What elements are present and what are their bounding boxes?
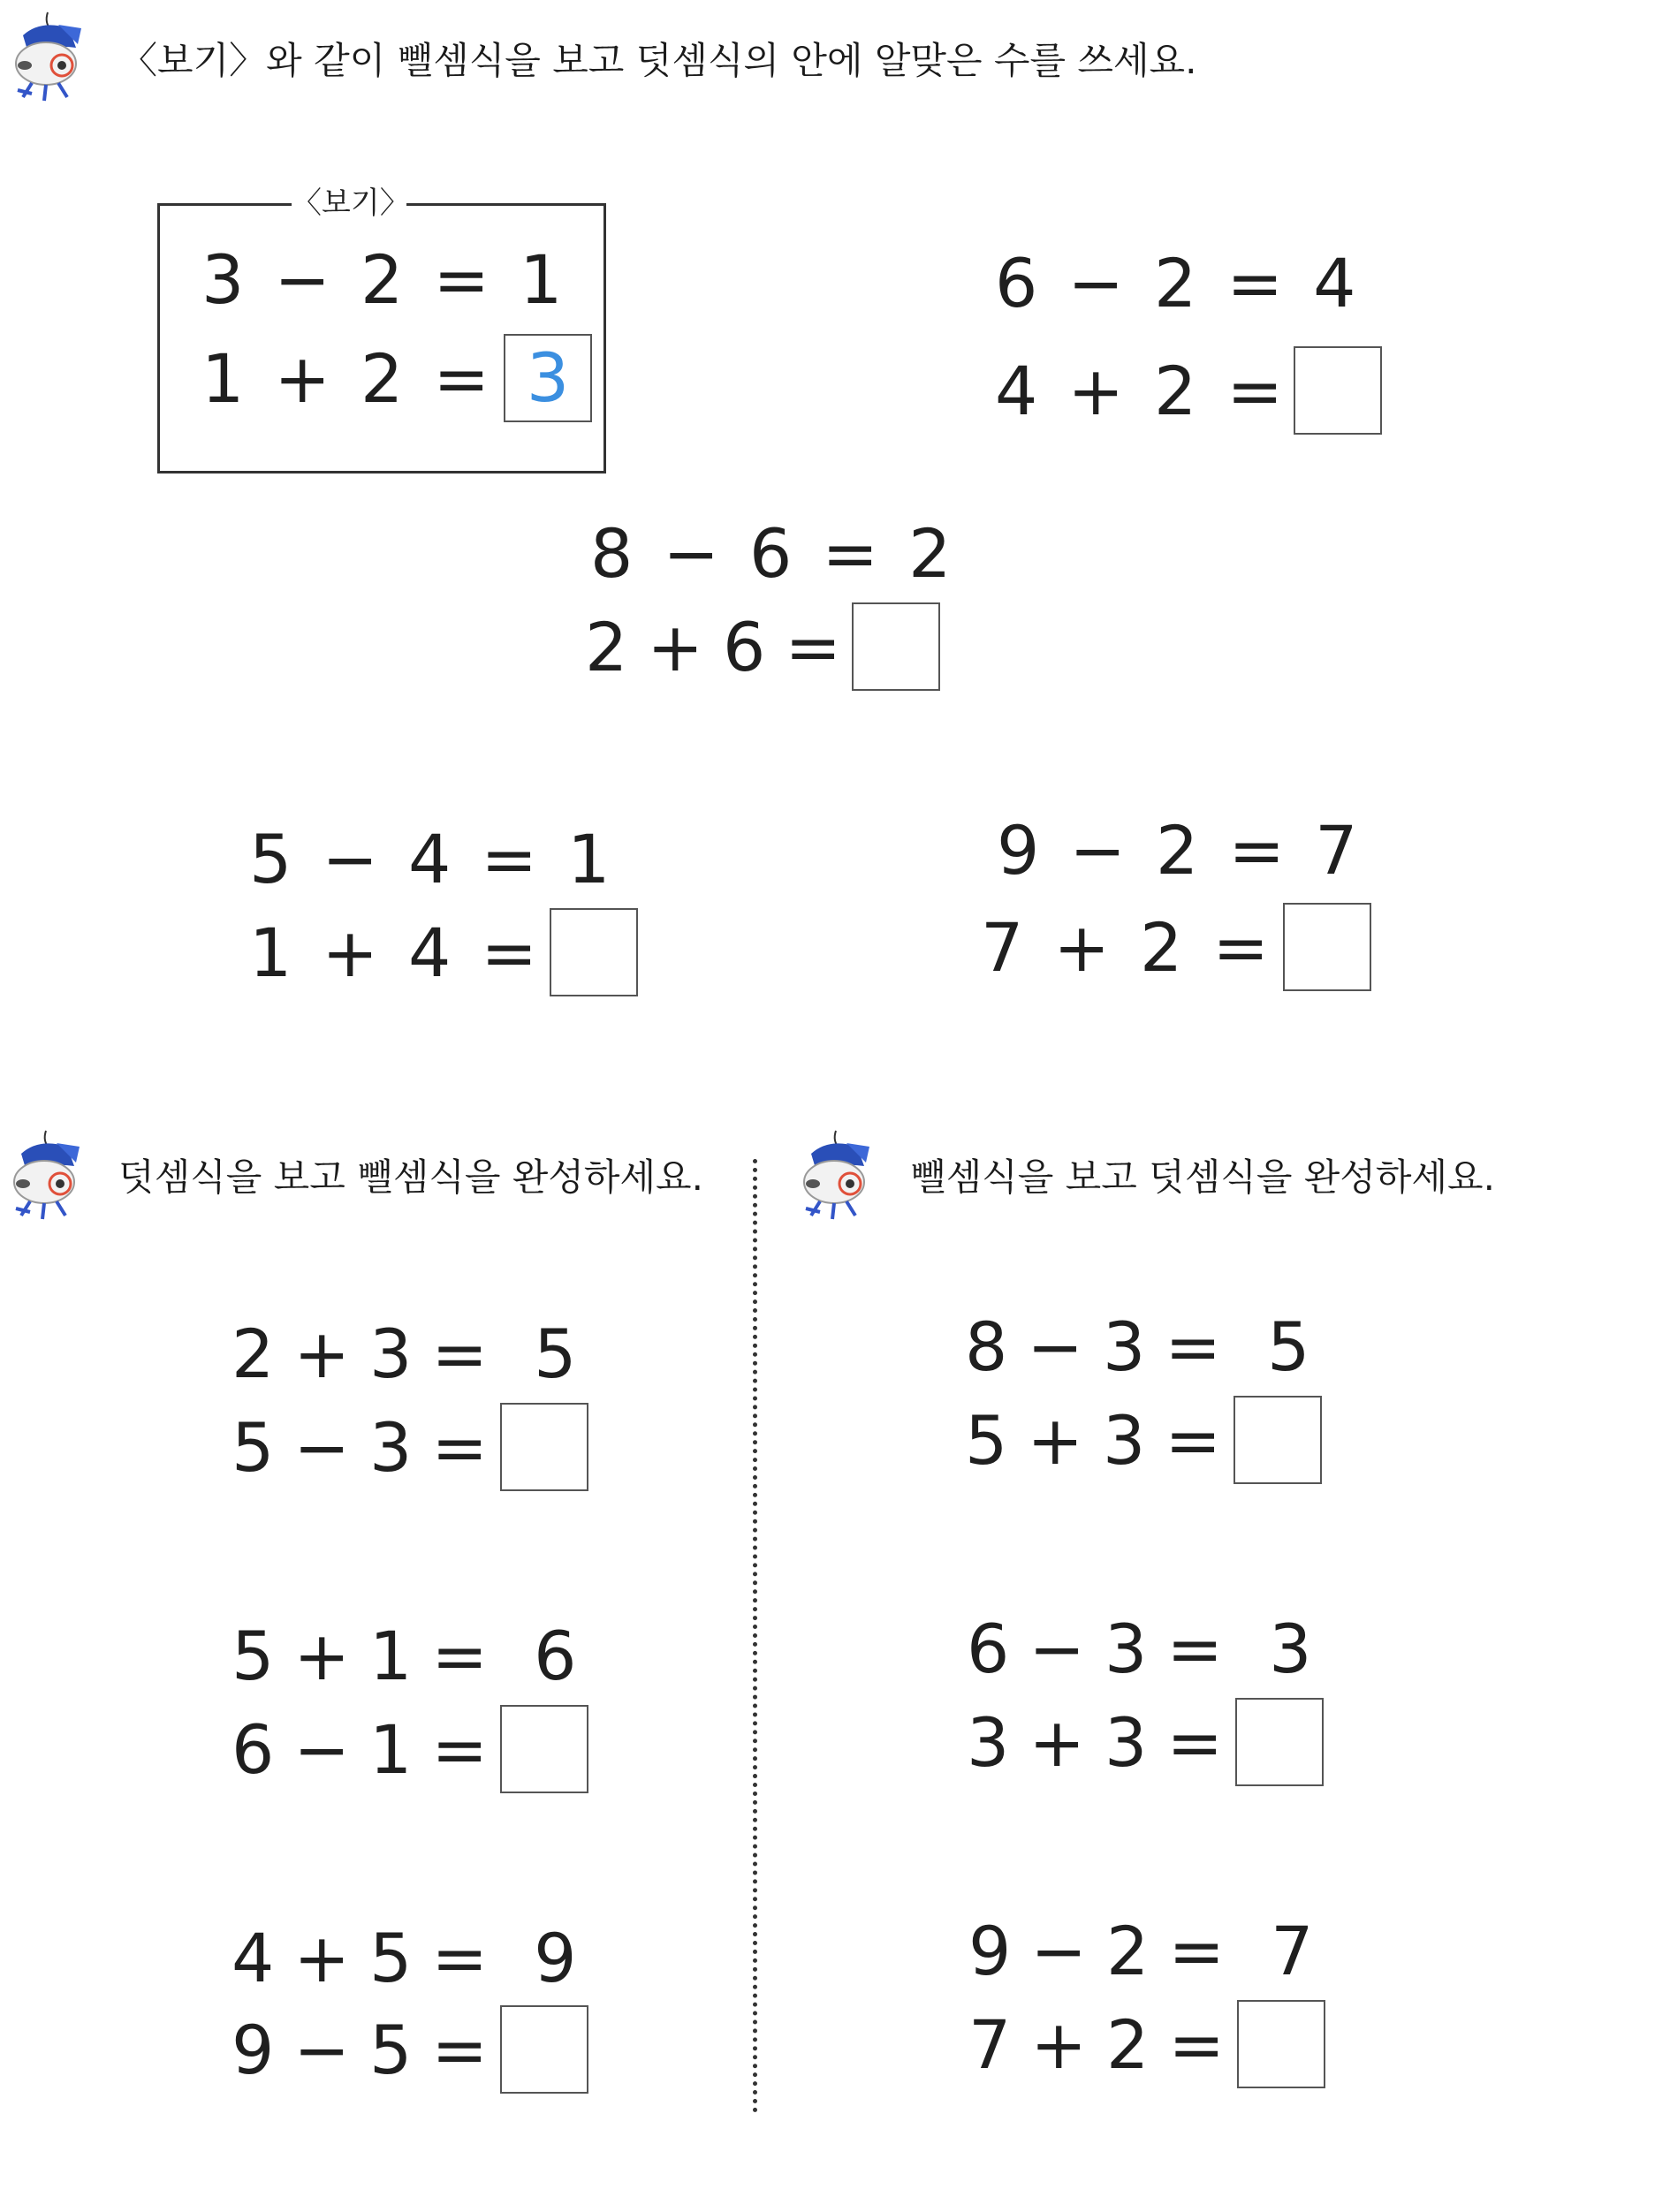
- num: 5: [232, 1407, 275, 1487]
- num: 2: [361, 240, 404, 319]
- eq-sign: =: [1168, 2004, 1226, 2084]
- op: −: [1029, 1610, 1086, 1688]
- num: 4: [995, 351, 1038, 430]
- s1-p2-line2: [585, 602, 940, 691]
- num: 6: [995, 244, 1038, 322]
- num: 3: [1104, 1610, 1148, 1688]
- eq-sign: =: [431, 1919, 489, 1997]
- s1-p2-line1: [590, 514, 951, 593]
- answer-box[interactable]: [1294, 346, 1382, 435]
- eq-sign: =: [431, 1709, 489, 1789]
- op: +: [322, 913, 379, 992]
- ant-mascot-icon: [4, 1127, 92, 1224]
- answer-box[interactable]: [500, 2005, 588, 2094]
- s1-p1-line2: [995, 346, 1382, 435]
- op: −: [293, 2010, 351, 2089]
- eq-sign: =: [431, 2010, 489, 2089]
- num: 4: [408, 820, 452, 898]
- op: −: [293, 1709, 351, 1789]
- num: 8: [965, 1307, 1008, 1386]
- eq-sign: =: [431, 1407, 489, 1487]
- s1-p4-line1: [997, 811, 1357, 890]
- result: 2: [908, 514, 952, 593]
- answer-box[interactable]: [500, 1403, 588, 1491]
- eq-sign: =: [433, 338, 490, 418]
- num: 7: [981, 907, 1024, 987]
- num: 6: [749, 514, 793, 593]
- num: 3: [201, 240, 245, 319]
- result: 1: [520, 240, 563, 319]
- num: 2: [1156, 811, 1199, 890]
- result: 6: [534, 1617, 577, 1695]
- eq-sign: =: [1226, 244, 1284, 322]
- eq-sign: =: [1165, 1400, 1222, 1480]
- num: 5: [249, 820, 292, 898]
- example-line2: [201, 334, 592, 422]
- result: 3: [1269, 1610, 1312, 1688]
- s2l-p1-line2: [232, 1403, 588, 1491]
- op: +: [1029, 1702, 1086, 1782]
- op: +: [1030, 2004, 1088, 2084]
- op: −: [1067, 244, 1125, 322]
- eq-sign: =: [433, 240, 490, 319]
- op: −: [1069, 811, 1127, 890]
- num: 2: [1106, 2004, 1150, 2084]
- num: 2: [585, 607, 628, 686]
- answer-box[interactable]: [852, 602, 940, 691]
- num: 2: [1140, 907, 1183, 987]
- num: 5: [232, 1617, 275, 1695]
- eq-sign: =: [1226, 351, 1284, 430]
- num: 6: [967, 1610, 1010, 1688]
- result: 7: [1315, 811, 1358, 890]
- num: 7: [968, 2004, 1012, 2084]
- answer-box[interactable]: [1234, 1396, 1322, 1484]
- s2l-p3-line1: [232, 1919, 576, 1997]
- num: 2: [361, 338, 404, 418]
- op: −: [663, 514, 720, 593]
- num: 3: [369, 1314, 413, 1393]
- num: 5: [965, 1400, 1008, 1480]
- result: 9: [534, 1919, 577, 1997]
- s2l-p3-line2: [232, 2005, 588, 2094]
- eq-sign: =: [785, 607, 842, 686]
- answer-box[interactable]: [1235, 1698, 1324, 1786]
- s2r-p2-line2: [967, 1698, 1324, 1786]
- s2l-p1-line1: [232, 1314, 576, 1393]
- eq-sign: =: [431, 1314, 489, 1393]
- eq-sign: =: [431, 1617, 489, 1695]
- answer-box[interactable]: [1283, 903, 1371, 991]
- num: 3: [1103, 1400, 1146, 1480]
- num: 6: [723, 607, 766, 686]
- op: +: [647, 607, 704, 686]
- eq-sign: =: [481, 820, 538, 898]
- op: −: [1027, 1307, 1084, 1386]
- op: +: [293, 1314, 351, 1393]
- num: 5: [369, 2010, 413, 2089]
- op: −: [274, 240, 331, 319]
- num: 9: [968, 1912, 1012, 1990]
- op: +: [1067, 351, 1125, 430]
- s2r-p3-line2: [968, 2000, 1325, 2088]
- right-instruction: 뺄셈식을 보고 덧셈식을 완성하세요.: [910, 1155, 1495, 1199]
- num: 9: [232, 2010, 275, 2089]
- op: +: [293, 1617, 351, 1695]
- eq-sign: =: [481, 913, 538, 992]
- example-answer-box: 3: [504, 334, 592, 422]
- s1-p1-line1: [995, 244, 1355, 322]
- result: 4: [1313, 244, 1356, 322]
- op: +: [1053, 907, 1111, 987]
- op: −: [322, 820, 379, 898]
- op: +: [274, 338, 331, 418]
- eq-sign: =: [1165, 1307, 1222, 1386]
- result: 5: [534, 1314, 577, 1393]
- result: 7: [1271, 1912, 1314, 1990]
- op: +: [1027, 1400, 1084, 1480]
- num: 2: [1106, 1912, 1150, 1990]
- s2l-p2-line1: [232, 1617, 576, 1695]
- num: 2: [232, 1314, 275, 1393]
- result: 5: [1267, 1307, 1310, 1386]
- op: +: [293, 1919, 351, 1997]
- num: 3: [369, 1407, 413, 1487]
- ant-mascot-icon: [5, 9, 94, 106]
- op: −: [293, 1407, 351, 1487]
- s1-p3-line1: [249, 820, 610, 898]
- s2r-p1-line2: [965, 1396, 1322, 1484]
- num: 9: [997, 811, 1040, 890]
- num: 3: [1103, 1307, 1146, 1386]
- num: 3: [1104, 1702, 1148, 1782]
- result: 1: [567, 820, 611, 898]
- answer-box[interactable]: [500, 1705, 588, 1793]
- num: 3: [967, 1702, 1010, 1782]
- num: 8: [590, 514, 634, 593]
- op: −: [1030, 1912, 1088, 1990]
- ant-mascot-icon: [793, 1127, 882, 1224]
- eq-sign: =: [1166, 1610, 1224, 1688]
- num: 4: [408, 913, 452, 992]
- num: 2: [1154, 351, 1197, 430]
- num: 1: [369, 1709, 413, 1789]
- num: 4: [232, 1919, 275, 1997]
- s2l-p2-line2: [232, 1705, 588, 1793]
- num: 6: [232, 1709, 275, 1789]
- left-instruction: 덧셈식을 보고 뺄셈식을 완성하세요.: [118, 1155, 703, 1199]
- example-label: 〈보기〉: [292, 186, 410, 221]
- s2r-p3-line1: [968, 1912, 1313, 1990]
- s2r-p2-line1: [967, 1610, 1311, 1688]
- answer-box[interactable]: [1237, 2000, 1325, 2088]
- eq-sign: =: [822, 514, 879, 593]
- top-instruction: 〈보기〉와 같이 뺄셈식을 보고 덧셈식의 안에 알맞은 수를 쓰세요.: [120, 39, 1197, 82]
- answer-box[interactable]: [550, 908, 638, 996]
- s1-p3-line2: [249, 908, 638, 996]
- eq-sign: =: [1212, 907, 1270, 987]
- eq-sign: =: [1228, 811, 1286, 890]
- eq-sign: =: [1166, 1702, 1224, 1782]
- num: 5: [369, 1919, 413, 1997]
- example-line1: [201, 240, 562, 319]
- num: 2: [1154, 244, 1197, 322]
- num: 1: [249, 913, 292, 992]
- s1-p4-line2: [981, 903, 1371, 991]
- dotted-divider: [753, 1159, 757, 2113]
- num: 1: [201, 338, 245, 418]
- num: 1: [369, 1617, 413, 1695]
- s2r-p1-line1: [965, 1307, 1309, 1386]
- eq-sign: =: [1168, 1912, 1226, 1990]
